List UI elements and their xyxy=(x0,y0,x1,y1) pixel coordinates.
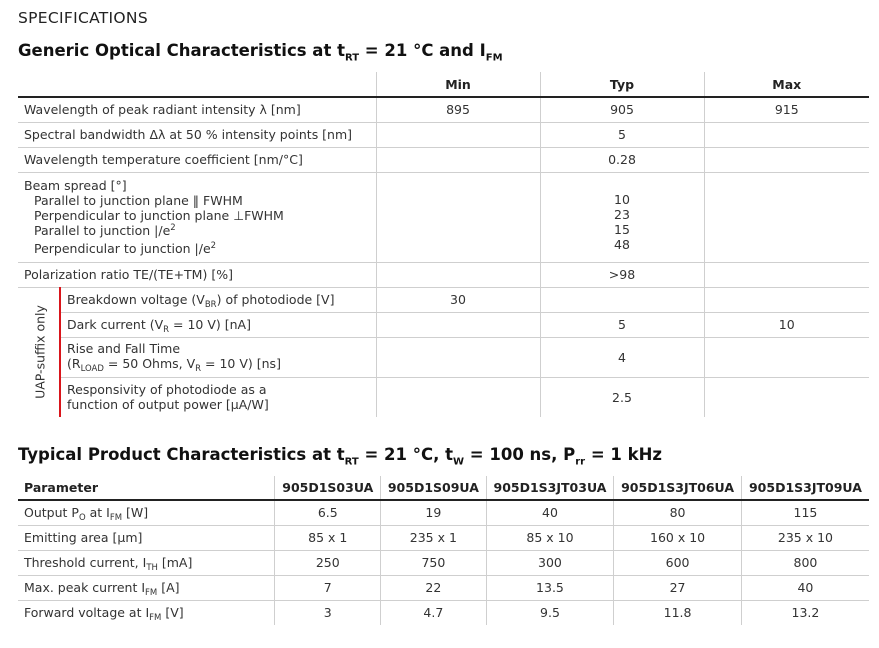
cell-max xyxy=(704,337,869,377)
row-label: Rise and Fall Time ($R_{LOAD} = 50$ Ohms, $V_R = 10$ V) [ns] xyxy=(60,337,376,377)
row-label: Responsivity of photodiode as a function of output power [μA/W] xyxy=(60,377,376,417)
cell-value: 600 xyxy=(614,550,742,575)
cell-value: 3 xyxy=(275,600,381,625)
row-label: Max. peak current $I_{FM}$ [A] xyxy=(18,575,275,600)
table-row xyxy=(18,262,869,287)
row-label: Forward voltage at $I_{FM}$ [V] xyxy=(24,605,184,624)
cell-min xyxy=(376,377,540,417)
cell-value: 250 xyxy=(275,550,381,575)
header-blank xyxy=(18,72,376,97)
cell-value: 800 xyxy=(741,550,869,575)
row-label: Output $P_O$ at $I_{FM}$ [W] xyxy=(18,500,275,525)
uap-group xyxy=(18,287,60,417)
table-row xyxy=(18,525,869,550)
cell-max: 10 xyxy=(704,312,869,337)
cell-value: 27 xyxy=(614,575,742,600)
cell-value: 40 xyxy=(741,575,869,600)
cell-min xyxy=(376,262,540,287)
cell-value: 19 xyxy=(381,500,487,525)
table2-title: Typical Product Characteristics at $t_{RT} = 21$ °C, $t_W = 100$ ns, $P_{rr} = 1$ kHz xyxy=(18,445,663,468)
header-product: 905D1S3JT03UA xyxy=(486,476,614,500)
header-product: 905D1S3JT09UA xyxy=(741,476,869,500)
row-label: Wavelength of peak radiant intensity λ [nm] xyxy=(18,97,376,122)
cell-typ: 2.5 xyxy=(540,377,704,417)
cell-max xyxy=(704,377,869,417)
product-characteristics-table xyxy=(18,476,869,625)
cell-value: 115 xyxy=(741,500,869,525)
row-label: Threshold current, $I_{TH}$ [mA] xyxy=(18,550,275,575)
cell-min xyxy=(376,337,540,377)
cell-min xyxy=(376,172,540,262)
cell-value: 9.5 xyxy=(486,600,614,625)
cell-value: 80 xyxy=(614,500,742,525)
cell-value: 13.5 xyxy=(486,575,614,600)
cell-min xyxy=(376,122,540,147)
cell-value: 750 xyxy=(381,550,487,575)
header-product: 905D1S03UA xyxy=(275,476,381,500)
cell-typ: 0.28 xyxy=(540,147,704,172)
cell-max xyxy=(704,172,869,262)
cell-value: 160 x 10 xyxy=(614,525,742,550)
cell-max xyxy=(704,122,869,147)
table-row xyxy=(18,575,869,600)
optical-characteristics-table xyxy=(18,72,869,417)
table-row xyxy=(18,312,869,337)
header-typ: Typ xyxy=(540,72,704,97)
table-row xyxy=(18,287,869,312)
cell-value: 22 xyxy=(381,575,487,600)
cell-max xyxy=(704,262,869,287)
row-label: Spectral bandwidth Δλ at 50 % intensity points [nm] xyxy=(18,122,376,147)
table-row xyxy=(18,337,869,377)
cell-value: 11.8 xyxy=(614,600,742,625)
cell-typ: 5 xyxy=(540,312,704,337)
table-row xyxy=(18,97,869,122)
beam-spread-label: Beam spread [°] xyxy=(24,177,127,193)
row-label: Polarization ratio TE/(TE+TM) [%] xyxy=(18,262,376,287)
cell-typ: 10 23 15 48 xyxy=(540,172,704,262)
table-header-row xyxy=(18,476,869,500)
cell-value: 7 xyxy=(275,575,381,600)
beam-sub-label: Parallel to junction plane ‖ FWHM xyxy=(34,192,243,208)
table-row xyxy=(18,600,869,625)
cell-value: 6.5 xyxy=(275,500,381,525)
cell-min: 895 xyxy=(376,97,540,122)
cell-typ: 5 xyxy=(540,122,704,147)
table-row-beam-spread xyxy=(18,172,869,262)
beam-sub-label: Parallel to junction $|/e^2$ xyxy=(34,222,176,238)
table-header-row xyxy=(18,72,869,97)
cell-max xyxy=(704,287,869,312)
cell-value: 300 xyxy=(486,550,614,575)
cell-value: 85 x 10 xyxy=(486,525,614,550)
table-row xyxy=(18,147,869,172)
row-label: Emitting area [μm] xyxy=(18,525,275,550)
cell-max xyxy=(704,147,869,172)
cell-value: 4.7 xyxy=(381,600,487,625)
cell-typ: >98 xyxy=(540,262,704,287)
uap-suffix-label: UAP-suffix only xyxy=(32,305,48,400)
table-row xyxy=(18,500,869,525)
header-parameter: Parameter xyxy=(18,476,275,500)
cell-typ: 905 xyxy=(540,97,704,122)
cell-value: 235 x 1 xyxy=(381,525,487,550)
section-title: SPECIFICATIONS xyxy=(18,9,148,27)
cell-typ: 4 xyxy=(540,337,704,377)
cell-min xyxy=(376,312,540,337)
row-label: Breakdown voltage $(V_{BR})$ of photodiode [V] xyxy=(60,287,376,312)
cell-value: 40 xyxy=(486,500,614,525)
cell-value: 235 x 10 xyxy=(741,525,869,550)
table-row xyxy=(18,550,869,575)
beam-sub-label: Perpendicular to junction $|/e^2$ xyxy=(34,240,217,256)
cell-value: 13.2 xyxy=(741,600,869,625)
row-label: Dark current ($V_R = 10$ V) [nA] xyxy=(60,312,376,337)
cell-typ xyxy=(540,287,704,312)
cell-max: 915 xyxy=(704,97,869,122)
cell-value: 85 x 1 xyxy=(275,525,381,550)
table-row xyxy=(18,377,869,417)
cell-min xyxy=(376,147,540,172)
header-product: 905D1S09UA xyxy=(381,476,487,500)
table-row xyxy=(18,122,869,147)
header-product: 905D1S3JT06UA xyxy=(614,476,742,500)
header-min: Min xyxy=(376,72,540,97)
row-label xyxy=(18,172,376,262)
beam-sub-label: Perpendicular to junction plane ⊥FWHM xyxy=(34,207,284,223)
row-label: Wavelength temperature coefficient [nm/°C] xyxy=(18,147,376,172)
table1-title: Generic Optical Characteristics at $t_{RT} = 21$ °C and $I_{FM}$ xyxy=(18,41,503,64)
cell-min: 30 xyxy=(376,287,540,312)
header-max: Max xyxy=(704,72,869,97)
